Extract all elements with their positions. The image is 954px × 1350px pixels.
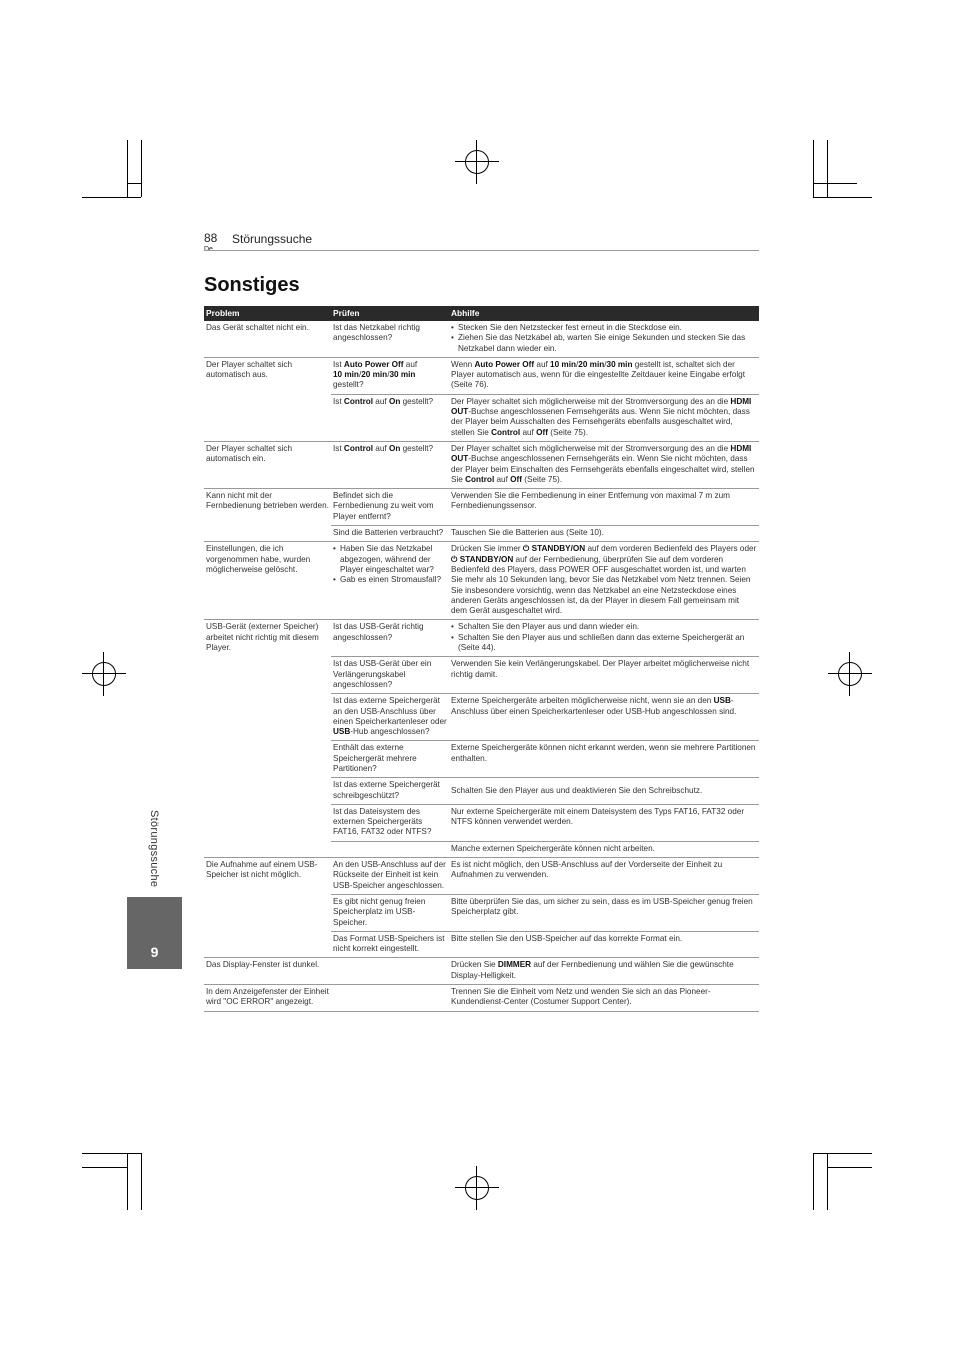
remedy-cell: Nur externe Speichergeräte mit einem Dateisystem des Typs FAT16, FAT32 oder NTFS können verwendet werden. [449,804,759,841]
table-row [204,441,759,488]
crop-mark [813,1153,872,1154]
crop-mark [127,1153,128,1210]
list-item: • Schalten Sie den Player aus und schließen dann das externe Speichergerät an (Seite 44). [458,633,757,654]
crop-mark [141,1153,142,1210]
problem-cell: Das Gerät schaltet nicht ein. [204,321,331,357]
table-row [204,321,759,357]
check-cell: Das Format USB-Speichers ist nicht korrekt eingestellt. [331,931,449,958]
troubleshooting-table [204,306,759,1012]
remedy-cell: Drücken Sie immer ⏻ STANDBY/ON auf dem vorderen Bedienfeld des Players oder ⏻ STANDBY/ON auf der Fernbedienung, überprüfen Sie auf dem vorderen Bedienfeld des Players, dass POWER OFF ausgeschaltet worden ist, und warten Sie mehr als 10 Sekunden lang, bevor Sie das Netzkabel vom Netz trennen. Seien Sie insbesondere vorsichtig, wenn das Netzkabel an eine Netzsteckdose eines anderen Geräts angeschlossen ist, da der Player in diesem Fall gemeinsam mit dem Gerät ausgeschaltet wird. [449,542,759,620]
check-cell: An den USB-Anschluss auf der Rückseite der Einheit ist kein USB-Speicher angeschlossen. [331,858,449,895]
check-cell: Ist das Netzkabel richtig angeschlossen? [331,321,449,357]
crop-mark [127,183,141,184]
problem-cell: Kann nicht mit der Fernbedienung betrieben werden. [204,489,331,542]
problem-cell: Einstellungen, die ich vorgenommen habe, wurden möglicherweise gelöscht. [204,542,331,620]
remedy-cell: Externe Speichergeräte arbeiten möglicherweise nicht, wenn sie an den USB-Anschluss über einen Speicherkartenleser oder USB-Hub angeschlossen sind. [449,694,759,741]
crop-mark [827,1167,872,1168]
page-title: Sonstiges [204,274,300,296]
check-cell [331,985,449,1012]
crop-mark [827,1153,828,1210]
check-cell: Ist Auto Power Off auf 10 min/20 min/30 min gestellt? [331,357,449,394]
column-header-remedy: Abhilfe [449,306,759,321]
table-row [204,858,759,895]
problem-cell: In dem Anzeigefenster der Einheit wird "OC ERROR" angezeigt. [204,985,331,1012]
page-number: 88 [204,231,218,245]
problem-cell: Das Display-Fenster ist dunkel. [204,958,331,985]
check-cell [331,542,449,620]
column-header-problem: Problem [204,306,331,321]
check-cell [331,958,449,985]
remedy-cell: Bitte überprüfen Sie das, um sicher zu sein, dass es im USB-Speicher genug freien Speicherplatz gibt. [449,894,759,931]
registration-mark [828,652,872,696]
remedy-cell: Externe Speichergeräte können nicht erkannt werden, wenn sie mehrere Partitionen enthalten. [449,741,759,778]
table-row [204,620,759,657]
table-row [204,958,759,985]
registration-mark [455,140,499,184]
remedy-cell: Schalten Sie den Player aus und deaktivieren Sie den Schreibschutz. [449,778,759,805]
list-item: • Schalten Sie den Player aus und dann wieder ein. [458,622,757,632]
remedy-cell: Drücken Sie DIMMER auf der Fernbedienung und wählen Sie die gewünschte Display-Helligkeit. [449,958,759,985]
crop-mark [141,140,142,197]
remedy-cell: Der Player schaltet sich möglicherweise mit der Stromversorgung des an die HDMI OUT-Buchse angeschlossenen Fernsehgeräts ein. Wenn Sie nicht möchten, dass der Player beim Einschalten des Fernsehgeräts ebenfalls eingeschaltet wird, stellen Sie Control auf Off (Seite 75). [449,441,759,488]
crop-mark [82,197,141,198]
crop-mark [82,1153,141,1154]
remedy-cell: Trennen Sie die Einheit vom Netz und wenden Sie sich an das Pioneer-Kundendienst-Center (Costumer Support Center). [449,985,759,1012]
crop-mark [813,1153,814,1210]
remedy-cell: Der Player schaltet sich möglicherweise mit der Stromversorgung des an die HDMI OUT-Buchse angeschlossenen Fernsehgeräts aus. Wenn Sie nicht möchten, dass der Player beim Ausschalten des Fernsehgeräts ebenfalls ausgeschaltet wird, stellen Sie Control auf Off (Seite 75). [449,394,759,441]
crop-mark [82,1167,127,1168]
remedy-cell [449,620,759,657]
remedy-cell [449,321,759,357]
problem-cell: Der Player schaltet sich automatisch aus. [204,357,331,441]
check-cell [331,841,449,857]
check-cell: Es gibt nicht genug freien Speicherplatz im USB-Speicher. [331,894,449,931]
table-header [204,306,759,321]
check-cell: Sind die Batterien verbraucht? [331,526,449,542]
check-cell: Ist Control auf On gestellt? [331,394,449,441]
crop-mark [813,140,814,197]
remedy-cell: Verwenden Sie kein Verlängerungskabel. Der Player arbeitet möglicherweise nicht richtig damit. [449,657,759,694]
crop-mark [813,197,872,198]
table-row [204,357,759,394]
crop-mark [813,183,857,184]
crop-mark [127,140,128,197]
remedy-cell: Verwenden Sie die Fernbedienung in einer Entfernung von maximal 7 m zum Fernbedienungssensor. [449,489,759,526]
problem-cell: Der Player schaltet sich automatisch ein. [204,441,331,488]
remedy-cell: Bitte stellen Sie den USB-Speicher auf das korrekte Format ein. [449,931,759,958]
registration-mark [82,652,126,696]
list-item: • Haben Sie das Netzkabel abgezogen, während der Player eingeschaltet war? [340,544,447,575]
table-row [204,489,759,526]
chapter-label: Störungssuche [148,810,160,888]
check-cell: Ist das Dateisystem des externen Speichergeräts FAT16, FAT32 oder NTFS? [331,804,449,841]
header-rule [204,250,759,251]
table-row [204,985,759,1012]
table-row [204,542,759,620]
check-cell: Ist Control auf On gestellt? [331,441,449,488]
crop-mark [827,140,828,197]
check-cell: Enthält das externe Speichergerät mehrere Partitionen? [331,741,449,778]
check-cell: Ist das externe Speichergerät schreibgeschützt? [331,778,449,805]
problem-cell: Die Aufnahme auf einem USB-Speicher ist nicht möglich. [204,858,331,958]
check-cell: Ist das USB-Gerät richtig angeschlossen? [331,620,449,657]
list-item: • Gab es einen Stromausfall? [340,575,447,585]
check-cell: Ist das USB-Gerät über ein Verlängerungskabel angeschlossen? [331,657,449,694]
remedy-cell: Tauschen Sie die Batterien aus (Seite 10). [449,526,759,542]
remedy-cell: Es ist nicht möglich, den USB-Anschluss auf der Vorderseite der Einheit zu Aufnahmen zu verwenden. [449,858,759,895]
chapter-number: 9 [150,944,159,960]
list-item: • Stecken Sie den Netzstecker fest erneut in die Steckdose ein. [458,323,757,333]
column-header-check: Prüfen [331,306,449,321]
check-cell: Befindet sich die Fernbedienung zu weit vom Player entfernt? [331,489,449,526]
remedy-cell: Manche externen Speichergeräte können nicht arbeiten. [449,841,759,857]
remedy-cell: Wenn Auto Power Off auf 10 min/20 min/30 min gestellt ist, schaltet sich der Player automatisch aus, wenn für die eingestellte Zeitdauer keine Eingabe erfolgt (Seite 76). [449,357,759,394]
problem-cell: USB-Gerät (externer Speicher) arbeitet nicht richtig mit diesem Player. [204,620,331,858]
registration-mark [455,1166,499,1210]
check-cell: Ist das externe Speichergerät an den USB-Anschluss über einen Speicherkartenleser oder USB-Hub angeschlossen? [331,694,449,741]
section-name: Störungssuche [232,232,313,246]
list-item: • Ziehen Sie das Netzkabel ab, warten Sie einige Sekunden und stecken Sie das Netzkabel dann wieder ein. [458,333,757,354]
